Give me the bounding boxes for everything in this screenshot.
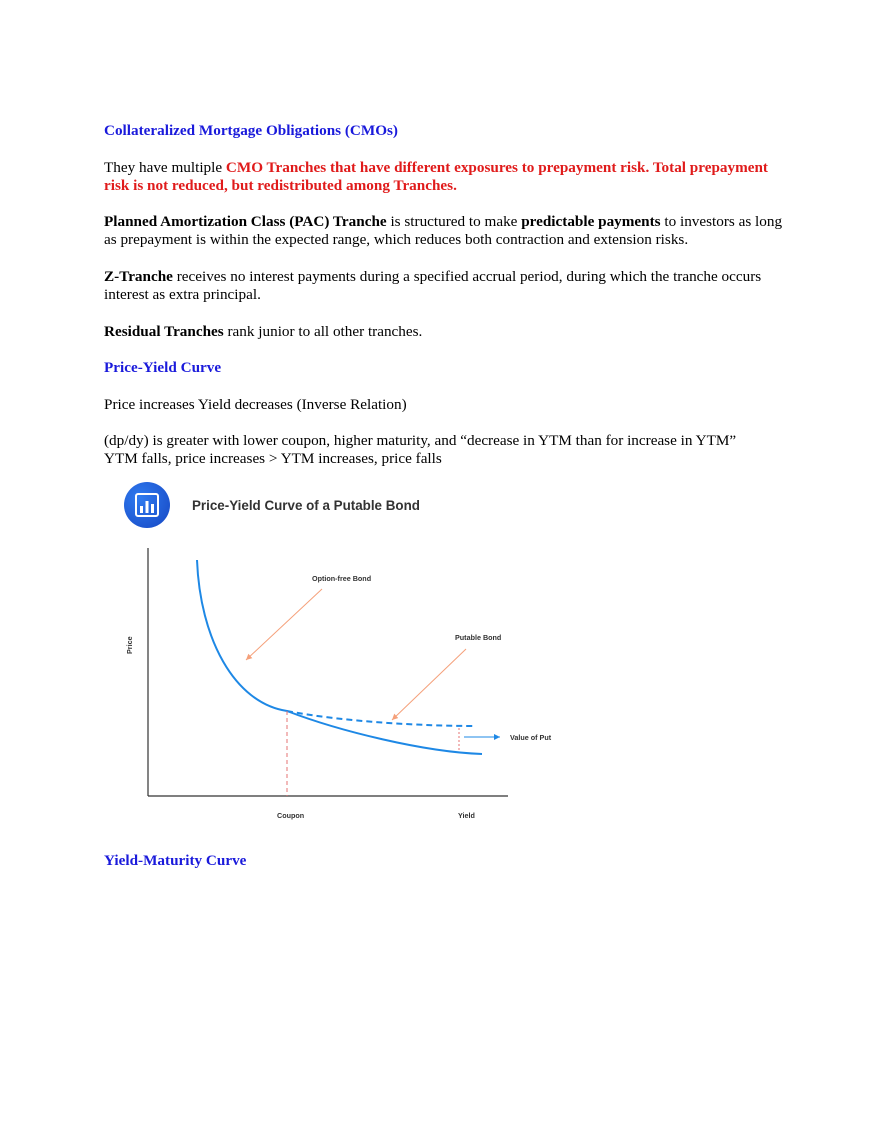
label-option-free: Option-free Bond	[312, 574, 372, 583]
pac-term-2: predictable payments	[521, 213, 661, 230]
option-free-arrow	[246, 589, 322, 660]
residual-paragraph	[104, 323, 784, 341]
label-value-of-put: Value of Put	[510, 733, 552, 742]
label-putable: Putable Bond	[455, 633, 502, 642]
pac-text-1: is structured to make	[386, 213, 522, 230]
residual-text: rank junior to all other tranches.	[223, 323, 423, 340]
price-yield-text-2	[104, 432, 804, 469]
figure-title: Price-Yield Curve of a Putable Bond	[192, 498, 420, 513]
price-yield-figure	[104, 478, 584, 838]
pac-paragraph	[104, 213, 784, 250]
yield-maturity-heading: Yield-Maturity Curve	[104, 852, 247, 869]
putable-arrow	[392, 649, 466, 720]
putable-curve	[287, 711, 476, 726]
pac-term: Planned Amortization Class (PAC) Tranche	[104, 213, 387, 230]
price-yield-heading: Price-Yield Curve	[104, 359, 222, 376]
z-text: receives no interest payments during a specified accrual period, during which the tranche occurs interest as extra principal.	[104, 268, 762, 304]
price-yield-text-2-line-2: YTM falls, price increases > YTM increases, price falls	[104, 450, 442, 468]
x-label-coupon: Coupon	[277, 811, 305, 820]
cmo-text-plain: They have multiple	[104, 159, 226, 176]
z-tranche-paragraph	[104, 268, 784, 305]
price-yield-plot	[104, 478, 584, 838]
cmo-heading: Collateralized Mortgage Obligations (CMOs)	[104, 122, 398, 139]
cmo-paragraph	[104, 159, 784, 196]
z-term: Z-Tranche	[104, 268, 173, 285]
price-yield-text-1: Price increases Yield decreases (Inverse Relation)	[104, 396, 407, 413]
y-axis-label: Price	[125, 636, 134, 654]
residual-term: Residual Tranches	[104, 323, 224, 340]
x-label-yield: Yield	[458, 811, 475, 820]
price-yield-text-2-line-1: (dp/dy) is greater with lower coupon, higher maturity, and “decrease in YTM than for increase in YTM”	[104, 432, 737, 449]
cmo-text-red: CMO Tranches that have different exposures to prepayment risk. Total prepayment risk is not reduced, but redistributed among Tranches.	[104, 159, 768, 195]
pac-text-2: to investors as long as prepayment is within the expected range, which reduces both contraction and extension risks.	[104, 213, 783, 249]
